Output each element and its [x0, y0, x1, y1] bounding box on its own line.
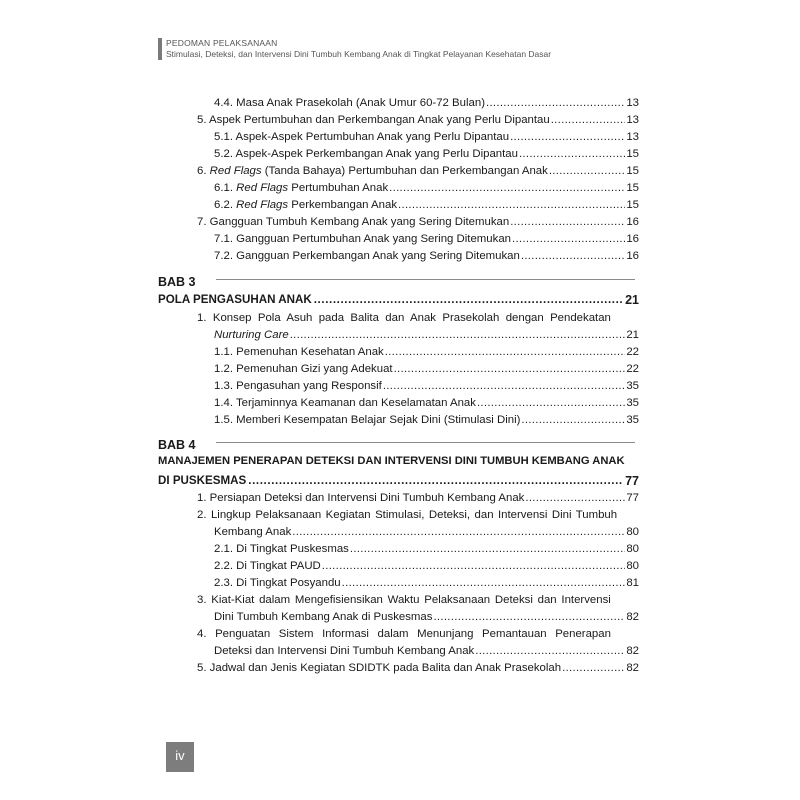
toc-entry: 1.4. Terjaminnya Keamanan dan Keselamatan Anak ..... 35: [214, 395, 639, 412]
header-subtitle: Stimulasi, Deteksi, dan Intervensi Dini Tumbuh Kembang Anak di Tingkat Pelayanan Kesehatan Dasar: [166, 49, 552, 59]
toc-entry: 7. Gangguan Tumbuh Kembang Anak yang Sering Ditemukan ..... 16: [197, 214, 639, 231]
toc-entry: 2. Lingkup Pelaksanaan Kegiatan Stimulasi, Deteksi, dan Intervensi Dini Tumbuh: [197, 509, 618, 521]
toc-entry: 2.3. Di Tingkat Posyandu ..... 81: [214, 575, 639, 592]
chapter-heading: BAB 3: [158, 275, 196, 289]
toc-entry: Nurturing Care ..... 21: [214, 327, 639, 344]
header-bar: [158, 38, 162, 60]
chapter-rule: [216, 279, 635, 280]
toc-entry: 1.1. Pemenuhan Kesehatan Anak ..... 22: [214, 344, 639, 361]
toc-entry: 6. Red Flags (Tanda Bahaya) Pertumbuhan dan Perkembangan Anak ..... 15: [197, 163, 639, 180]
toc-entry: 7.2. Gangguan Perkembangan Anak yang Sering Ditemukan ..... 16: [214, 248, 639, 265]
toc-entry: 1.2. Pemenuhan Gizi yang Adekuat ..... 22: [214, 361, 639, 378]
toc-entry: 6.1. Red Flags Pertumbuhan Anak ..... 15: [214, 180, 639, 197]
toc-entry: Dini Tumbuh Kembang Anak di Puskesmas ..... 82: [214, 609, 639, 626]
chapter-rule: [216, 442, 635, 443]
toc-entry: Kembang Anak ..... 80: [214, 524, 639, 541]
chapter-heading: BAB 4: [158, 438, 196, 452]
toc-entry: 5.1. Aspek-Aspek Pertumbuhan Anak yang Perlu Dipantau ..... 13: [214, 129, 639, 146]
chapter-title-cont: DI PUSKESMAS ..... 77: [158, 472, 639, 490]
toc-entry: Deteksi dan Intervensi Dini Tumbuh Kembang Anak ..... 82: [214, 643, 639, 660]
toc-entry: 4.4. Masa Anak Prasekolah (Anak Umur 60-72 Bulan) ..... 13: [214, 95, 639, 112]
toc-entry: 1. Persiapan Deteksi dan Intervensi Dini Tumbuh Kembang Anak ..... 77: [197, 490, 639, 507]
page-number-badge: iv: [166, 742, 194, 772]
chapter-title: POLA PENGASUHAN ANAK ..... 21: [158, 291, 639, 309]
toc-entry: 3. Kiat-Kiat dalam Mengefisiensikan Waktu Pelaksanaan Deteksi dan Intervensi: [197, 594, 611, 606]
toc-entry: 4. Penguatan Sistem Informasi dalam Menunjang Pemantauan Penerapan: [197, 628, 611, 640]
toc-entry: 1.3. Pengasuhan yang Responsif ..... 35: [214, 378, 639, 395]
toc-entry: 2.1. Di Tingkat Puskesmas ..... 80: [214, 541, 639, 558]
toc-entry: 5. Aspek Pertumbuhan dan Perkembangan Anak yang Perlu Dipantau ..... 13: [197, 112, 639, 129]
toc-entry: 1.5. Memberi Kesempatan Belajar Sejak Dini (Stimulasi Dini) ..... 35: [214, 412, 639, 429]
toc-entry: 2.2. Di Tingkat PAUD ..... 80: [214, 558, 639, 575]
toc-entry: 6.2. Red Flags Perkembangan Anak ..... 15: [214, 197, 639, 214]
toc-entry: 7.1. Gangguan Pertumbuhan Anak yang Sering Ditemukan ..... 16: [214, 231, 639, 248]
toc-entry: 1. Konsep Pola Asuh pada Balita dan Anak Prasekolah dengan Pendekatan: [197, 312, 611, 324]
header-title: PEDOMAN PELAKSANAAN: [166, 38, 278, 48]
chapter-title: MANAJEMEN PENERAPAN DETEKSI DAN INTERVENSI DINI TUMBUH KEMBANG ANAK: [158, 455, 625, 467]
toc-entry: 5. Jadwal dan Jenis Kegiatan SDIDTK pada Balita dan Anak Prasekolah ..... 82: [197, 660, 639, 677]
toc-entry: 5.2. Aspek-Aspek Perkembangan Anak yang Perlu Dipantau ..... 15: [214, 146, 639, 163]
